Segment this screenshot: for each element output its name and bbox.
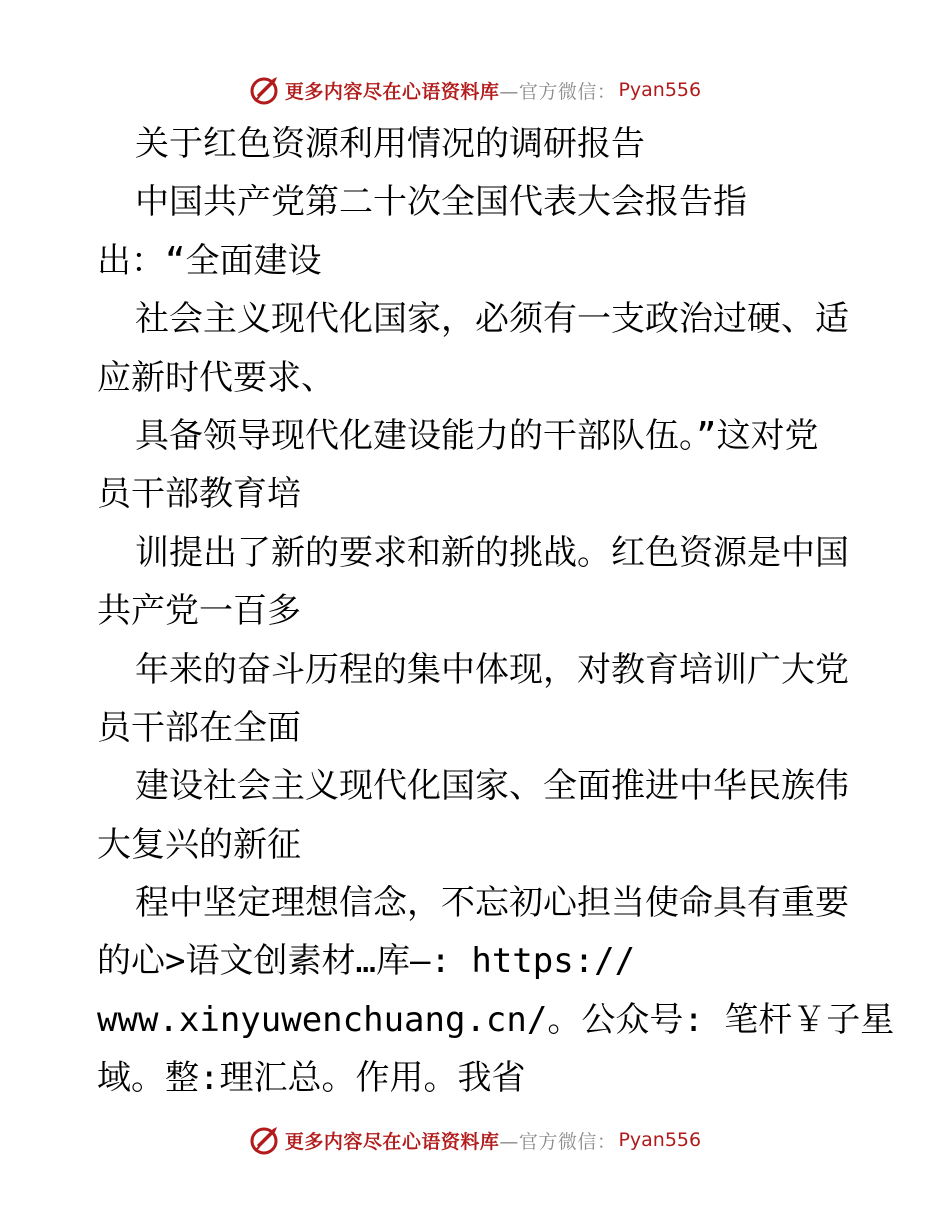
document-text-line: 域。整:理汇总。作用。我省 <box>97 1058 526 1099</box>
pen-quill-logo-icon <box>249 73 283 107</box>
document-text-line: 程中坚定理想信念，不忘初心担当使命具有重要 <box>135 883 849 924</box>
document-text-line: 具备领导现代化建设能力的干部队伍。”这对党 <box>135 415 819 456</box>
document-text-line: 出：“全面建设 <box>97 240 322 281</box>
header-watermark-banner <box>0 70 950 110</box>
document-text-line: 共产党一百多 <box>97 591 301 632</box>
document-text-line: 应新时代要求、 <box>97 357 335 398</box>
footer-watermark-banner <box>0 1120 950 1160</box>
document-body <box>97 115 895 1108</box>
banner-lead-text: 更多内容尽在心语资料库 <box>284 1130 500 1153</box>
document-text-line: 员干部在全面 <box>97 707 301 748</box>
banner-rest-text: —官方微信： <box>499 80 617 103</box>
document-text-line: www.xinyuwenchuang.cn/。公众号: 笔杆￥子星 <box>97 999 895 1040</box>
document-text-line: 的心>语文创素材…库—: https:// <box>97 941 636 982</box>
document-text-line: 中国共产党第二十次全国代表大会报告指 <box>135 182 747 223</box>
banner-rest-text: —官方微信： <box>499 1130 617 1153</box>
pen-quill-logo-icon <box>249 1123 283 1157</box>
document-text-line: 年来的奋斗历程的集中体现，对教育培训广大党 <box>135 649 849 690</box>
document-text-line: 员干部教育培 <box>97 474 301 515</box>
document-text-line: 社会主义现代化国家，必须有一支政治过硬、适 <box>135 299 849 340</box>
document-text-line: 大复兴的新征 <box>97 824 301 865</box>
document-title-line: 关于红色资源利用情况的调研报告 <box>135 124 645 164</box>
banner-wechat-id: Pyan556 <box>618 1129 702 1151</box>
banner-wechat-id: Pyan556 <box>618 79 702 101</box>
document-text-line: 建设社会主义现代化国家、全面推进中华民族伟 <box>135 766 849 807</box>
banner-lead-text: 更多内容尽在心语资料库 <box>284 80 500 103</box>
document-text-line: 训提出了新的要求和新的挑战。红色资源是中国 <box>135 532 849 573</box>
